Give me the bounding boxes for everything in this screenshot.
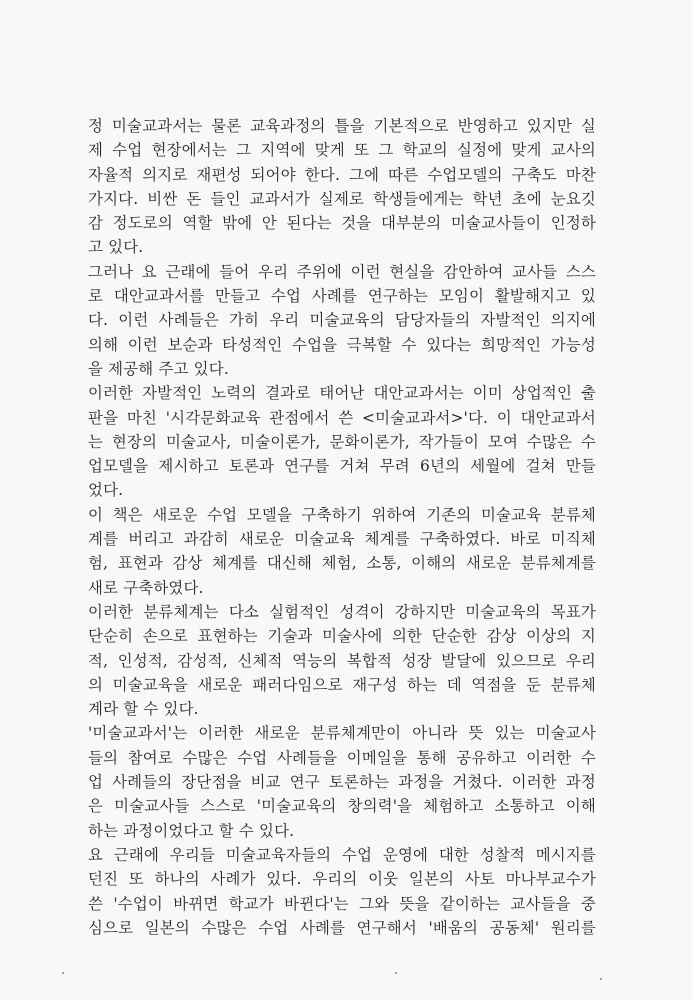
- text-line: 던진 또 하나의 사례가 있다. 우리의 이웃 일본의 사토 마나부교수가: [88, 870, 596, 889]
- text-line: 의 미술교육을 새로운 패러다임으로 재구성 하는 데 역점을 둔 분류체: [88, 675, 596, 694]
- scan-speck: [600, 978, 602, 980]
- text-line: 험, 표현과 감상 체계를 대신해 체험, 소통, 이해의 새로운 분류체계를: [88, 554, 596, 573]
- text-line: 계라 할 수 있다.: [88, 700, 199, 719]
- text-line: 은 미술교사들 스스로 '미술교육의 창의력'을 체험하고 소통하고 이해: [88, 797, 596, 816]
- text-line: 그러나 요 근래에 들어 우리 주위에 이런 현실을 감안하여 교사들 스스: [88, 262, 596, 281]
- scan-speck: [395, 972, 397, 974]
- text-line: 업모델을 제시하고 토론과 연구를 거쳐 무려 6년의 세월에 걸쳐 만들: [88, 457, 596, 476]
- text-line: 로 대안교과서를 만들고 수업 사례를 연구하는 모임이 활발해지고 있: [88, 287, 596, 306]
- text-line: 을 제공해 주고 있다.: [88, 359, 229, 378]
- text-line: 이러한 분류체계는 다소 실험적인 성격이 강하지만 미술교육의 목표가: [88, 602, 596, 621]
- text-line: 었다.: [88, 481, 124, 500]
- text-line: 제 수업 현장에서는 그 지역에 맞게 또 그 학교의 실정에 맞게 교사의: [88, 141, 596, 160]
- text-line: 정 미술교과서는 물론 교육과정의 틀을 기본적으로 반영하고 있지만 실: [88, 117, 596, 135]
- text-line: 의해 이런 보순과 타성적인 수업을 극복할 수 있다는 희망적인 가능성: [88, 335, 596, 354]
- text-line: '미술교과서'는 이러한 새로운 분류체계만이 아니라 뜻 있는 미술교사: [88, 724, 596, 743]
- body-text: [88, 114, 596, 940]
- text-line: 이러한 자발적인 노력의 결과로 태어난 대안교과서는 이미 상업적인 출: [88, 384, 596, 403]
- scan-speck: [62, 972, 64, 974]
- text-line: 고 있다.: [88, 238, 144, 257]
- text-line: 단순히 손으로 표현하는 기술과 미술사에 의한 단순한 감상 이상의 지: [88, 627, 596, 646]
- text-line: 심으로 일본의 수많은 수업 사례를 연구해서 '배움의 공동체' 원리를: [88, 918, 596, 937]
- text-line: 이 책은 새로운 수업 모델을 구축하기 위하여 기존의 미술교육 분류체: [88, 505, 596, 524]
- text-line: 감 정도로의 역할 밖에 안 된다는 것을 대부분의 미술교사들이 인정하: [88, 214, 596, 233]
- text-line: 요 근래에 우리들 미술교육자들의 수업 운영에 대한 성찰적 메시지를: [88, 845, 596, 864]
- text-line: 쓴 '수업이 바뀌면 학교가 바뀐다'는 그와 뜻을 같이하는 교사들을 중: [88, 894, 596, 913]
- text-line: 업 사례들의 장단점을 비교 연구 토론하는 과정을 거쳤다. 이러한 과정: [88, 773, 596, 792]
- text-line: 자율적 의지로 재편성 되어야 한다. 그에 따른 수업모델의 구축도 마찬: [88, 165, 596, 184]
- text-line: 계를 버리고 과감히 새로운 미술교육 체계를 구축하였다. 바로 미직체: [88, 530, 596, 549]
- text-line: 는 현장의 미술교사, 미술이론가, 문화이론가, 작가들이 모여 수많은 수: [88, 432, 596, 451]
- text-line: 판을 마친 '시각문화교육 관점에서 쓴 <미술교과서>'다. 이 대안교과서: [88, 408, 596, 427]
- text-line: 하는 과정이었다고 할 수 있다.: [88, 821, 295, 840]
- text-line: 들의 참여로 수많은 수업 사례들을 이메일을 통해 공유하고 이러한 수: [88, 748, 596, 767]
- text-line: 새로 구축하였다.: [88, 578, 204, 597]
- text-line: 적, 인성적, 감성적, 신체적 역능의 복합적 성장 발달에 있으므로 우리: [88, 651, 596, 670]
- text-line: 가지다. 비싼 돈 들인 교과서가 실제로 학생들에게는 학년 초에 눈요깃: [88, 189, 596, 208]
- text-line: 다. 이런 사례들은 가히 우리 미술교육의 담당자들의 자발적인 의지에: [88, 311, 596, 330]
